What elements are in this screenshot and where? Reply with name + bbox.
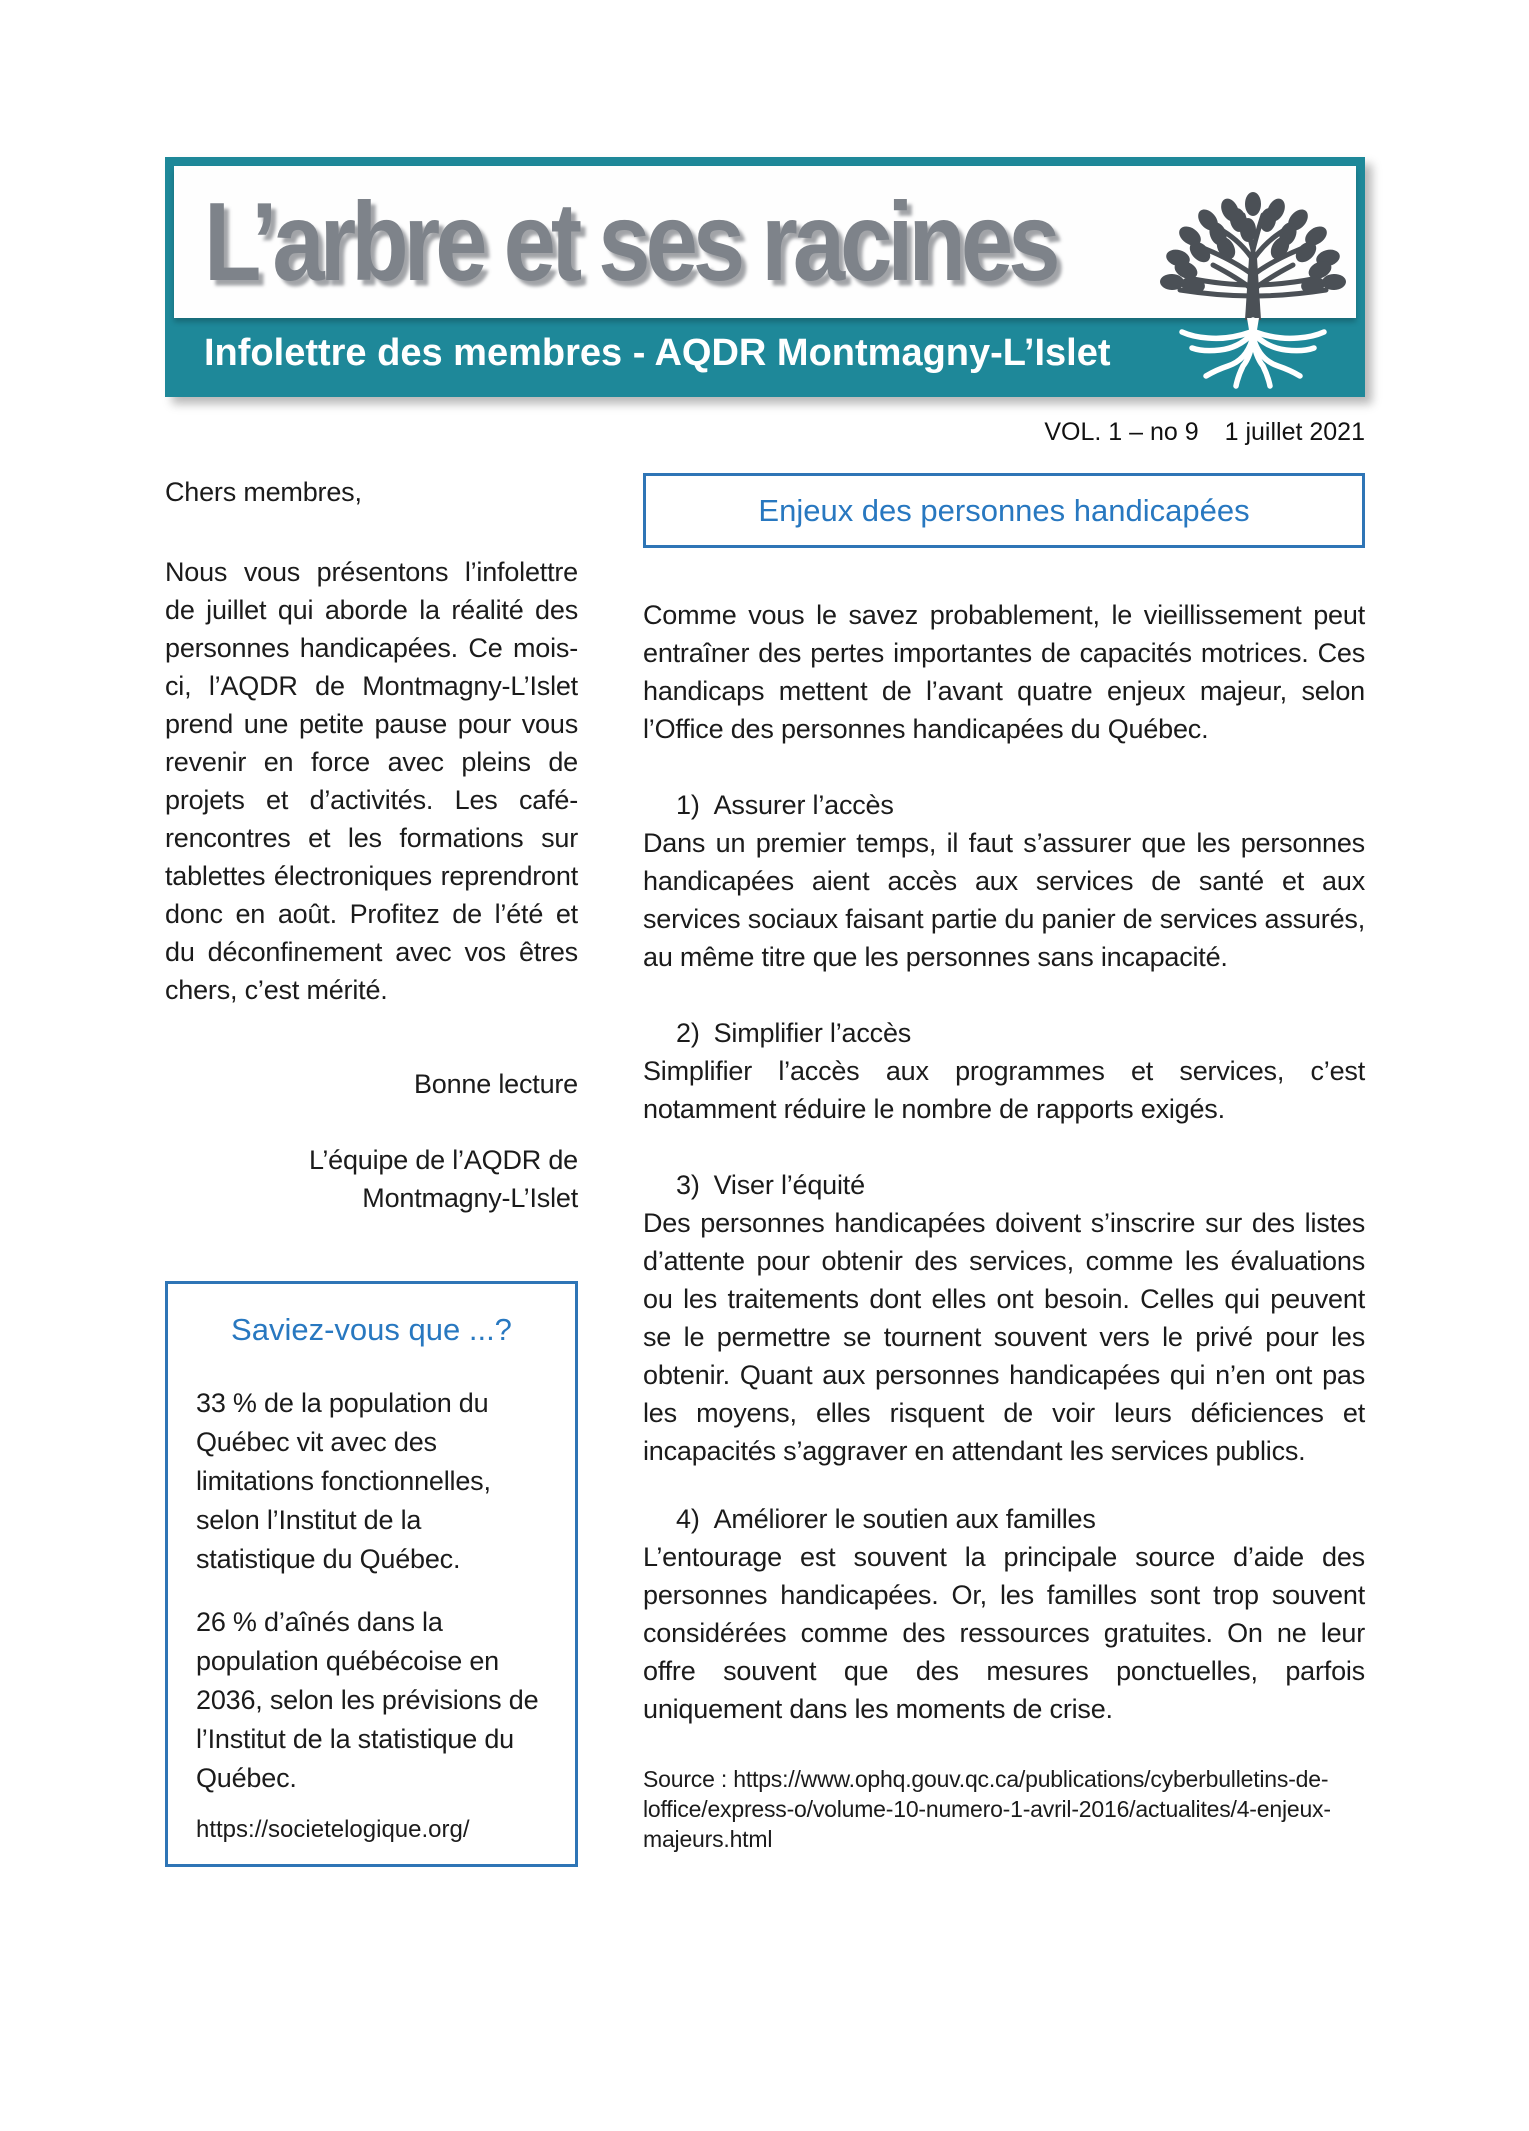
tree-with-roots-icon (1158, 190, 1348, 390)
right-column (643, 473, 1365, 1854)
closing-line: Bonne lecture (413, 1069, 578, 1099)
section-title: Enjeux des personnes handicapées (758, 493, 1250, 528)
intro-paragraph: Nous vous présentons l’infolettre de juillet qui aborde la réalité des personnes handicapées. Ce mois-ci, l’AQDR de Montmagny-L’Islet prend une petite pause pour vous revenir en force avec pleins de projets et d’activités. Les café-rencontres et les formations sur tablettes électroniques reprendront donc en août. Profitez de l’été et du déconfinement avec vos êtres chers, c’est mérité. (165, 557, 578, 1005)
fact-item: 33 % de la population du Québec vit avec des limitations fonctionnelles, selon l’Institut de la statistique du Québec. (196, 1388, 491, 1574)
masthead-banner (165, 157, 1365, 397)
signature: L’équipe de l’AQDR de Montmagny-L’Islet (309, 1145, 578, 1213)
newsletter-title: L’arbre et ses racines (204, 179, 1056, 304)
item-heading-label: Viser l’équité (713, 1170, 865, 1200)
section-intro: Comme vous le savez probablement, le vieillissement peut entraîner des pertes importantes de capacités motrices. Ces handicaps mettent de l’avant quatre enjeux majeur, selon l’Office des personnes handicapées du Québec. (643, 600, 1365, 744)
numbered-heading-1 (643, 786, 1365, 824)
item-number: 2) (676, 1018, 700, 1048)
numbered-heading-2 (643, 1014, 1365, 1052)
item-number: 4) (676, 1504, 700, 1534)
numbered-body-4: L’entourage est souvent la principale source d’aide des personnes handicapées. Or, les familles sont trop souvent considérées comme des ressources gratuites. On ne leur offre souvent que des mesures ponctuelles, parfois uniquement dans les moments de crise. (643, 1542, 1365, 1724)
numbered-body-3: Des personnes handicapées doivent s’inscrire sur des listes d’attente pour obtenir des services, comme les évaluations ou les traitements dont elles ont besoin. Celles qui peuvent se le permettre se tournent souvent vers le privé pour les obtenir. Quant aux personnes handicapées qui n’en ont pas les moyens, elles risquent de voir leurs déficiences et incapacités s’aggraver en attendant les services publics. (643, 1208, 1365, 1466)
content-columns (165, 473, 1365, 1867)
source-reference[interactable]: Source : https://www.ophq.gouv.qc.ca/publications/cyberbulletins-de-loffice/express-o/volume-10-numero-1-avril-2016/actualites/4-enjeux-majeurs.html (643, 1766, 1331, 1852)
did-you-know-title: Saviez-vous que ...? (231, 1312, 512, 1347)
item-heading-label: Simplifier l’accès (713, 1018, 912, 1048)
item-number: 1) (676, 790, 700, 820)
issue-volume: VOL. 1 – no 9 (1044, 418, 1199, 446)
numbered-heading-4 (643, 1500, 1365, 1538)
issue-line (165, 417, 1365, 447)
societelogique-link[interactable]: https://societelogique.org/ (196, 1816, 470, 1843)
newsletter-page (0, 157, 1529, 2131)
numbered-body-1: Dans un premier temps, il faut s’assurer que les personnes handicapées aient accès aux services de santé et aux services sociaux faisant partie du panier de services assurés, au même titre que les personnes sans incapacité. (643, 828, 1365, 972)
did-you-know-box (165, 1281, 578, 1867)
item-heading-label: Améliorer le soutien aux familles (713, 1504, 1096, 1534)
issue-date: 1 juillet 2021 (1224, 418, 1365, 446)
item-number: 3) (676, 1170, 700, 1200)
salutation: Chers membres, (165, 477, 362, 507)
numbered-heading-3 (643, 1166, 1365, 1204)
section-title-box (643, 473, 1365, 548)
newsletter-subtitle: Infolettre des membres - AQDR Montmagny-L’Islet (204, 331, 1111, 374)
fact-item: 26 % d’aînés dans la population québécoise en 2036, selon les prévisions de l’Institut de la statistique du Québec. (196, 1607, 539, 1793)
item-heading-label: Assurer l’accès (713, 790, 894, 820)
left-column (165, 473, 578, 1867)
numbered-body-2: Simplifier l’accès aux programmes et services, c’est notamment réduire le nombre de rapports exigés. (643, 1056, 1365, 1124)
